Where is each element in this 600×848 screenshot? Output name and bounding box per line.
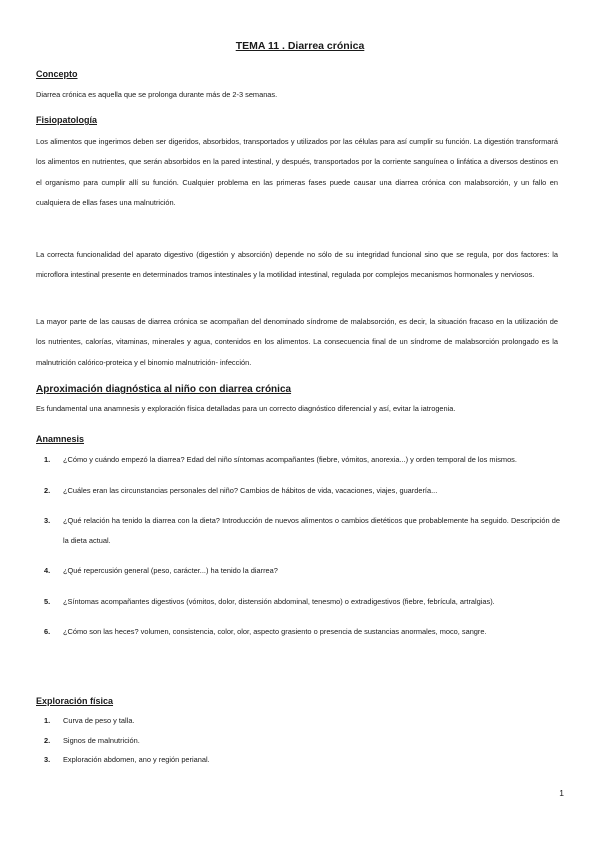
- list-item: [36, 592, 560, 612]
- paragraph-concepto: Diarrea crónica es aquella que se prolonga durante más de 2-3 semanas.: [36, 90, 278, 99]
- list-number: 1.: [44, 455, 51, 464]
- paragraph-fisiopatologia-3: La mayor parte de las causas de diarrea crónica se acompañan del denominado síndrome de malabsorción, es decir, la situación fracaso en la utilización de los nutrientes, calorías, vitaminas, minerales y agua, contenidos en los alimentos. La consecuencia final de un síndrome de malabsorción prolongado es la malnutrición calórico-proteica y el binomio malnutrición- infección.: [36, 317, 558, 367]
- list-text: ¿Qué relación ha tenido la diarrea con la dieta? Introducción de nuevos alimentos o cambios dietéticos que probablemente ha seguido. Descripción de la dieta actual.: [63, 516, 560, 545]
- paragraph-fisiopatologia-1: Los alimentos que ingerimos deben ser digeridos, absorbidos, transportados y utilizados por las células para así cumplir su función. La digestión transformará los alimentos en nutrientes, que serán absorbidos en la pared intestinal, y después, transportados por la corriente sanguínea o linfática a diversos destinos en el organismo para cumplir allí su función. Cualquier problema en las primeras fases puede causar una diarrea crónica con malabsorción, y un fallo en cualquiera de ellas fases una malnutrición.: [36, 137, 558, 208]
- list-text: ¿Cómo y cuándo empezó la diarrea? Edad del niño síntomas acompañantes (fiebre, vómitos, anorexia...) y orden temporal de los mismos.: [63, 455, 517, 464]
- heading-fisiopatologia: Fisiopatología: [36, 115, 98, 125]
- heading-concepto: Concepto: [36, 69, 78, 79]
- list-text: ¿Qué repercusión general (peso, carácter...) ha tenido la diarrea?: [63, 566, 278, 575]
- list-item: [36, 450, 560, 470]
- paragraph-fisiopatologia-2: La correcta funcionalidad del aparato digestivo (digestión y absorción) depende no sólo de su integridad funcional sino que se regula, por dos factores: la microflora intestinal presente en determinados tramos intestinales y la motilidad intestinal, regulada por complejos mecanismos hormonales y nerviosos.: [36, 250, 558, 280]
- heading-anamnesis: Anamnesis: [36, 434, 85, 444]
- list-item: [36, 711, 560, 731]
- list-number: 1.: [44, 716, 51, 725]
- anamnesis-list: [36, 450, 560, 642]
- exploracion-list: [36, 711, 560, 770]
- list-item: [36, 481, 560, 501]
- list-number: 2.: [44, 735, 51, 745]
- list-number: 6.: [44, 627, 51, 636]
- list-text: Curva de peso y talla.: [63, 716, 135, 725]
- heading-exploracion: Exploración física: [36, 696, 114, 706]
- list-number: 5.: [44, 596, 51, 606]
- list-item: [36, 622, 560, 642]
- list-text: ¿Cuáles eran las circunstancias personales del niño? Cambios de hábitos de vida, vacaciones, viajes, guardería...: [63, 485, 438, 495]
- list-text: ¿Cómo son las heces? volumen, consistencia, color, olor, aspecto grasiento o presencia de sustancias anormales, moco, sangre.: [63, 627, 487, 636]
- list-text: Exploración abdomen, ano y región perianal.: [63, 755, 210, 764]
- paragraph-aproximacion: Es fundamental una anamnesis y exploración física detalladas para un correcto diagnóstico diferencial y así, evitar la iatrogenia.: [36, 404, 456, 413]
- page-number: 1: [559, 788, 564, 798]
- heading-aproximacion: Aproximación diagnóstica al niño con diarrea crónica: [36, 384, 292, 395]
- list-number: 3.: [44, 755, 51, 764]
- list-item: [36, 511, 560, 550]
- list-number: 4.: [44, 566, 51, 575]
- list-number: 2.: [44, 485, 51, 495]
- list-item: [36, 561, 560, 581]
- list-text: Signos de malnutrición.: [63, 735, 140, 745]
- list-item: [36, 731, 560, 751]
- list-item: [36, 750, 560, 770]
- list-number: 3.: [44, 516, 51, 525]
- page-title: TEMA 11 . Diarrea crónica: [235, 40, 365, 52]
- list-text: ¿Síntomas acompañantes digestivos (vómitos, dolor, distensión abdominal, tenesmo) o extradigestivos (fiebre, febrícula, artralgias).: [63, 596, 495, 606]
